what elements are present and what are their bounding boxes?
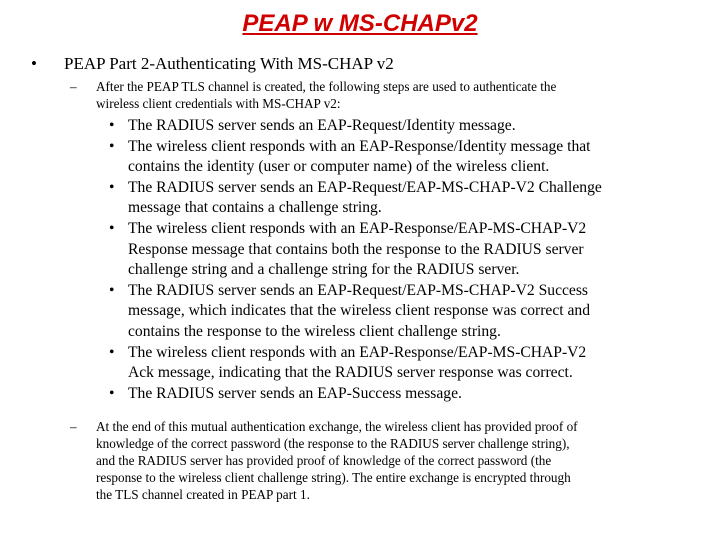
step-line: The RADIUS server sends an EAP-Request/EAP-MS-CHAP-V2 Success bbox=[128, 281, 588, 299]
step-text bbox=[128, 137, 720, 178]
step-item bbox=[0, 384, 720, 405]
step-line: message, which indicates that the wireless client response was correct and bbox=[128, 302, 591, 320]
step-item bbox=[0, 281, 720, 343]
conclusion-line: knowledge of the correct password (the response to the RADIUS server challenge string), bbox=[96, 436, 570, 451]
step-text bbox=[128, 116, 720, 137]
main-bullet-text: PEAP Part 2-Authenticating With MS-CHAP v2 bbox=[64, 54, 394, 73]
step-line: contains the response to the wireless client challenge string. bbox=[128, 322, 501, 340]
conclusion-line: and the RADIUS server has provided proof of knowledge of the correct password (the bbox=[96, 453, 552, 468]
bullet-marker: • bbox=[109, 178, 115, 196]
step-line: The RADIUS server sends an EAP-Request/EAP-MS-CHAP-V2 Challenge bbox=[128, 178, 602, 196]
dash-marker: – bbox=[70, 419, 77, 434]
intro-line: wireless client credentials with MS-CHAP v2: bbox=[96, 96, 341, 111]
step-line: The RADIUS server sends an EAP-Request/Identity message. bbox=[128, 117, 516, 134]
step-line: The wireless client responds with an EAP-Response/EAP-MS-CHAP-V2 bbox=[128, 343, 587, 361]
step-text bbox=[128, 281, 720, 343]
steps-list bbox=[0, 116, 720, 404]
dash-marker: – bbox=[70, 79, 77, 94]
step-text bbox=[128, 343, 720, 384]
step-line: The RADIUS server sends an EAP-Success message. bbox=[128, 384, 462, 402]
bullet-marker: • bbox=[109, 281, 115, 299]
conclusion-text bbox=[96, 418, 696, 503]
step-text bbox=[128, 219, 720, 281]
conclusion-line: response to the wireless client challenge string). The entire exchange is encrypted through bbox=[96, 470, 571, 485]
intro-line: After the PEAP TLS channel is created, the following steps are used to authenticate the bbox=[96, 79, 557, 94]
bullet-marker: • bbox=[109, 137, 115, 155]
step-line: challenge string and a challenge string for the RADIUS server. bbox=[128, 261, 520, 279]
step-line: contains the identity (user or computer name) of the wireless client. bbox=[128, 158, 550, 176]
bullet-marker: • bbox=[109, 343, 115, 361]
step-line: Response message that contains both the response to the RADIUS server bbox=[128, 240, 584, 258]
step-line: The wireless client responds with an EAP-Response/Identity message that bbox=[128, 137, 591, 155]
step-line: Ack message, indicating that the RADIUS server response was correct. bbox=[128, 364, 573, 382]
bullet-marker: • bbox=[31, 54, 37, 73]
step-item bbox=[0, 178, 720, 219]
conclusion-line: At the end of this mutual authentication exchange, the wireless client has provided proof of bbox=[96, 419, 578, 434]
bullet-marker: • bbox=[109, 117, 115, 134]
bullet-marker: • bbox=[109, 384, 115, 402]
step-text bbox=[128, 178, 720, 219]
step-text bbox=[128, 384, 720, 405]
step-item bbox=[0, 137, 720, 178]
bullet-marker: • bbox=[109, 219, 115, 237]
conclusion-line: the TLS channel created in PEAP part 1. bbox=[96, 487, 310, 502]
step-item bbox=[0, 116, 720, 137]
slide-title: PEAP w MS-CHAPv2 bbox=[242, 10, 478, 37]
intro-text bbox=[96, 78, 696, 112]
step-line: The wireless client responds with an EAP-Response/EAP-MS-CHAP-V2 bbox=[128, 219, 587, 237]
step-item bbox=[0, 219, 720, 281]
step-line: message that contains a challenge string. bbox=[128, 199, 382, 217]
step-item bbox=[0, 343, 720, 384]
